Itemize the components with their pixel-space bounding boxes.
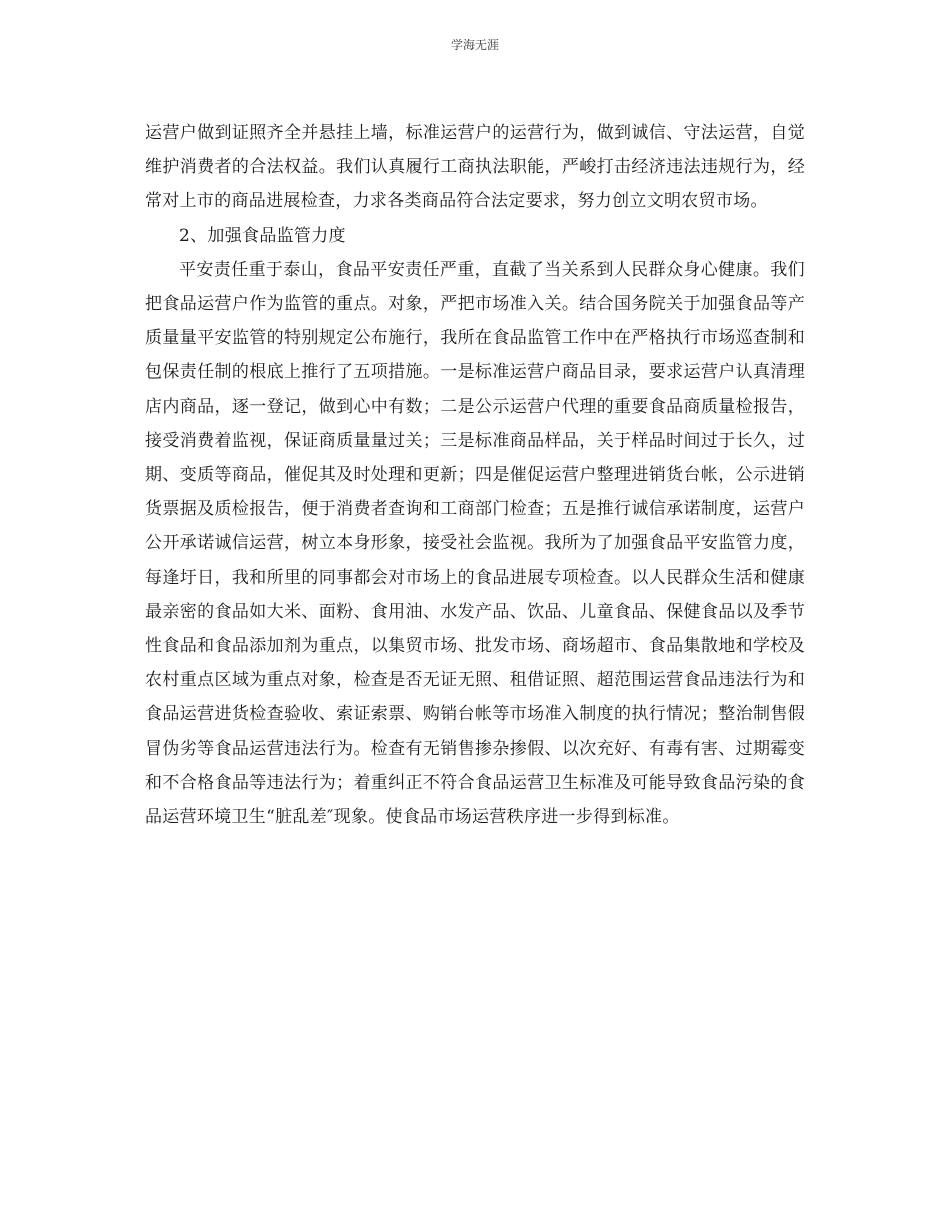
page-header: 学海无涯 bbox=[450, 38, 499, 52]
paragraph-continuation: 运营户做到证照齐全并悬挂上墙，标准运营户的运营行为，做到诚信、守法运营，自觉维护消费者的合法权益。我们认真履行工商执法职能，严峻打击经济违法违规行为，经常对上市的商品进展检查，力求各类商品符合法定要求，努力创立文明农贸市场。 bbox=[145, 123, 805, 212]
section-heading: 2、加强食品监管力度 bbox=[179, 225, 346, 246]
document-body bbox=[145, 116, 805, 834]
paragraph-food-supervision: 平安责任重于泰山，食品平安责任严重，直截了当关系到人民群众身心健康。我们把食品运营户作为监管的重点。对象，严把市场准入关。结合国务院关于加强食品等产质量量平安监管的特别规定公布施行，我所在食品监管工作中在严格执行市场巡查制和包保责任制的根底上推行了五项措施。一是标准运营户商品目录，要求运营户认真清理店内商品，逐一登记，做到心中有数；二是公示运营户代理的重要食品商质量检报告，接受消费着监视，保证商质量量过关；三是标准商品样品，关于样品时间过于长久，过期、变质等商品，催促其及时处理和更新；四是催促运营户整理进销货台帐，公示进销货票据及质检报告，便于消费者查询和工商部门检查；五是推行诚信承诺制度，运营户公开承诺诚信运营，树立本身形象，接受社会监视。我所为了加强食品平安监管力度，每逢圩日，我和所里的同事都会对市场上的食品进展专项检查。以人民群众生活和健康最亲密的食品如大米、面粉、食用油、水发产品、饮品、儿童食品、保健食品以及季节性食品和食品添加剂为重点，以集贸市场、批发市场、商场超市、食品集散地和学校及农村重点区域为重点对象，检查是否无证无照、租借证照、超范围运营食品违法行为和食品运营进货检查验收、索证索票、购销台帐等市场准入制度的执行情况；整治制售假冒伪劣等食品运营违法行为。检查有无销售掺杂掺假、以次充好、有毒有害、过期霉变和不合格食品等违法行为；着重纠正不符合食品运营卫生标准及可能导致食品污染的食品运营环境卫生“脏乱差″现象。使食品市场运营秩序进一步得到标准。 bbox=[145, 259, 805, 828]
